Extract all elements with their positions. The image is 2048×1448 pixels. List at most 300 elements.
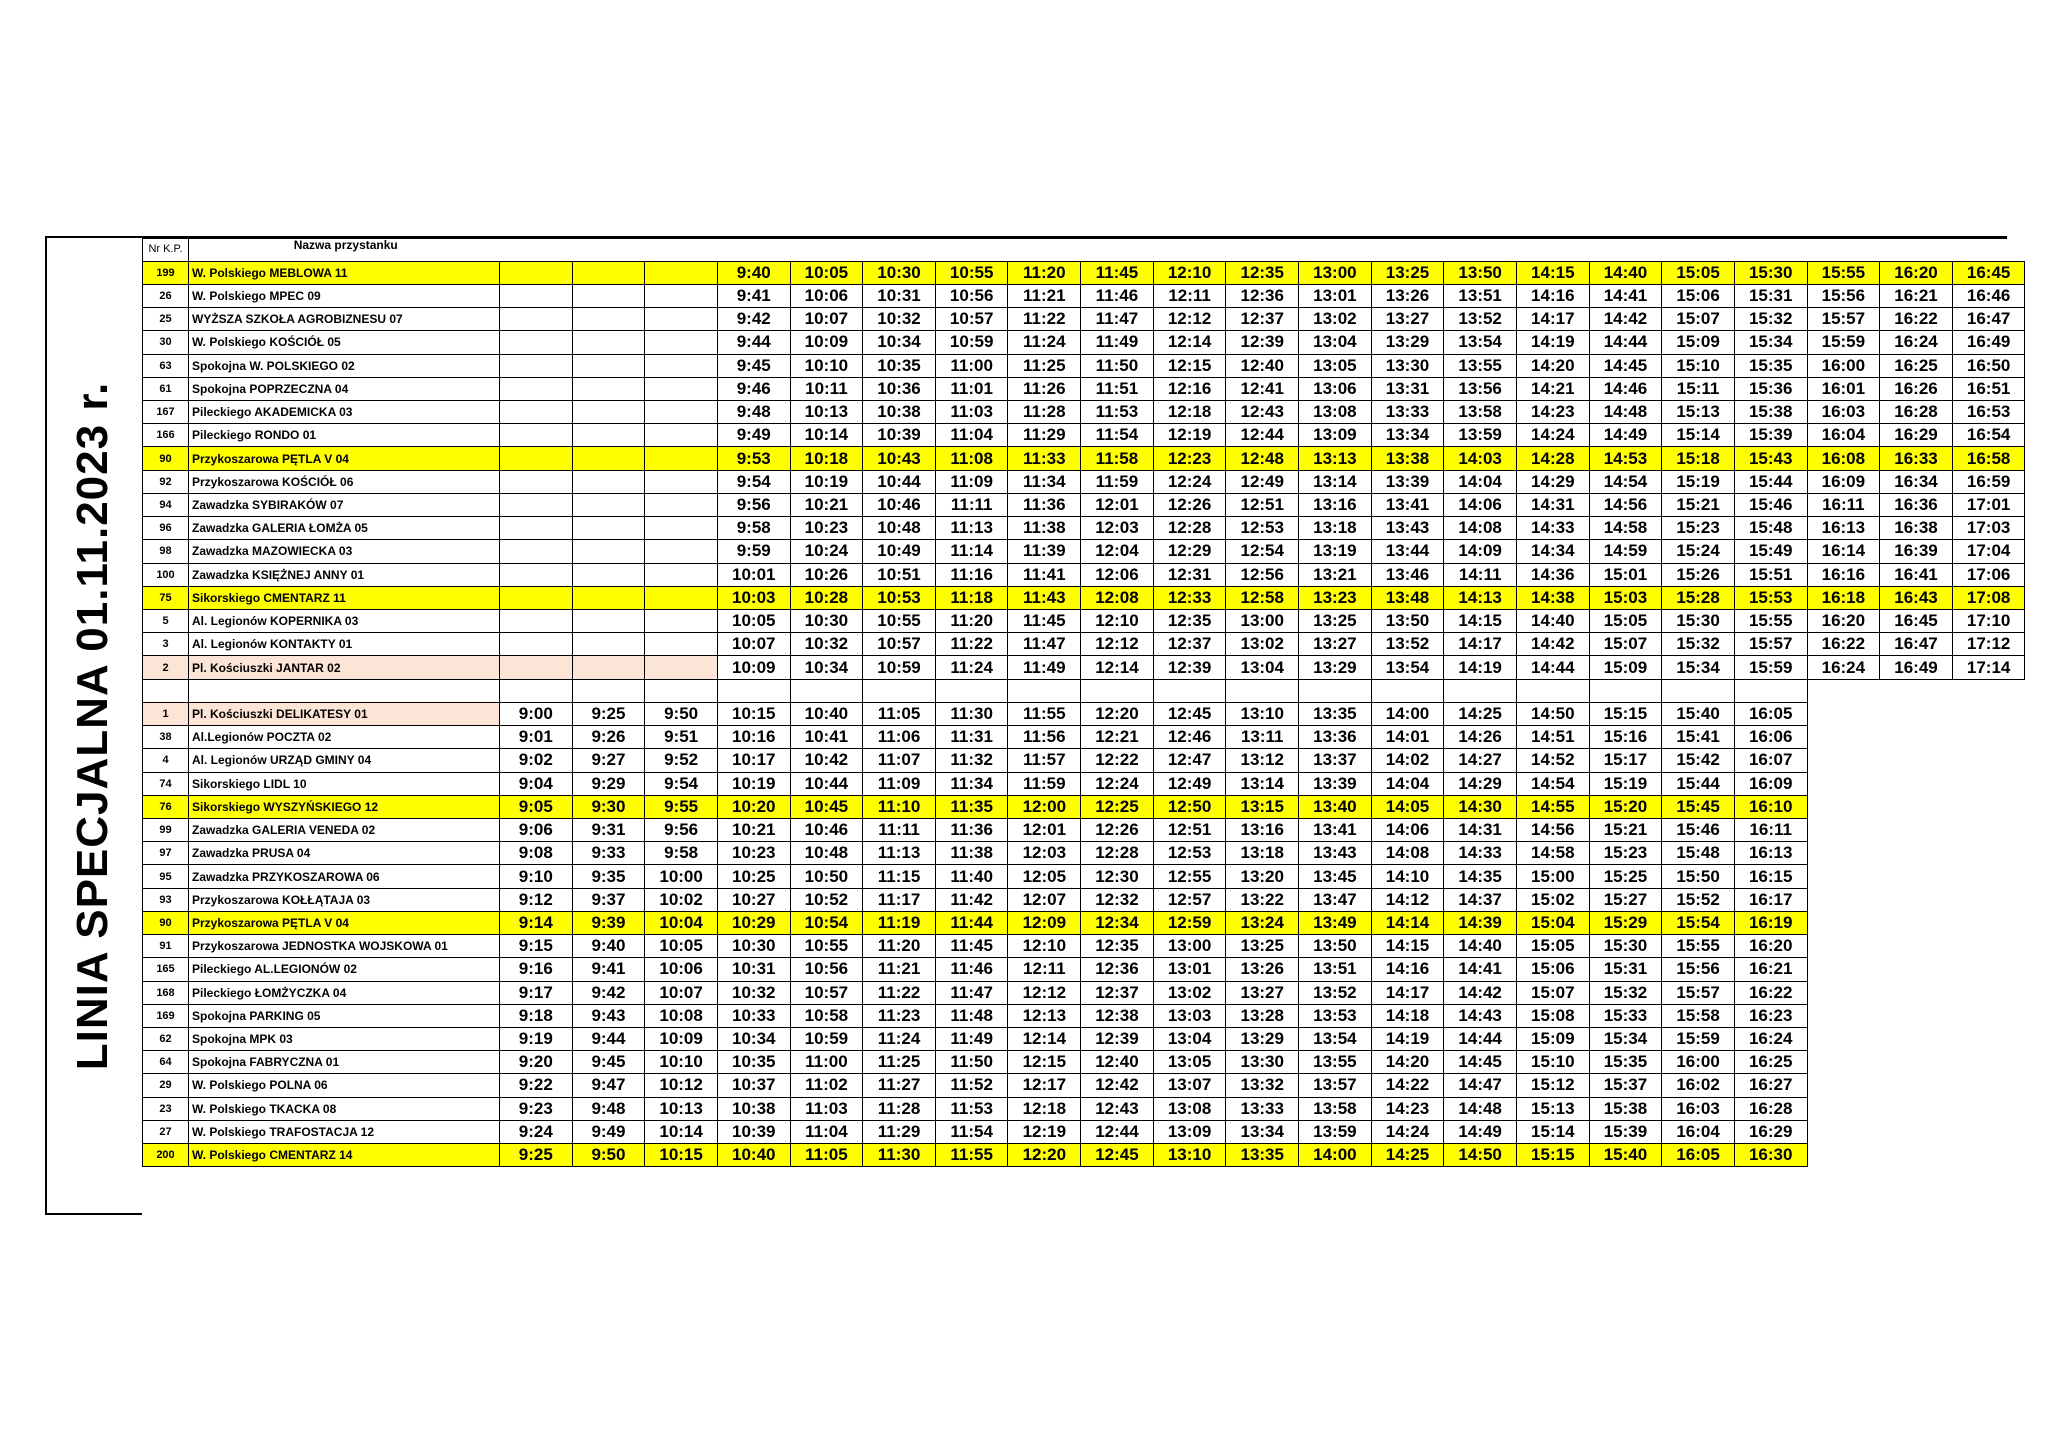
departure-time: 12:57 — [1153, 888, 1226, 911]
empty-cell — [500, 563, 573, 586]
departure-time: 12:28 — [1153, 517, 1226, 540]
stop-name: Zawadzka MAZOWIECKA 03 — [189, 540, 500, 563]
departure-time: 11:46 — [935, 958, 1008, 981]
blank-cell — [1807, 1097, 1880, 1120]
departure-time: 15:30 — [1662, 610, 1735, 633]
departure-time: 10:52 — [790, 888, 863, 911]
empty-cell — [500, 424, 573, 447]
empty-cell — [500, 284, 573, 307]
departure-time: 11:28 — [1008, 401, 1081, 424]
departure-time: 12:00 — [1008, 795, 1081, 818]
departure-time: 11:55 — [935, 1144, 1008, 1167]
departure-time: 14:33 — [1516, 517, 1589, 540]
stop-number: 75 — [143, 586, 189, 609]
departure-time: 14:35 — [1444, 865, 1517, 888]
departure-time: 16:04 — [1807, 424, 1880, 447]
departure-time: 13:58 — [1444, 401, 1517, 424]
header-blank — [1589, 238, 1662, 261]
empty-cell — [645, 610, 718, 633]
departure-time: 15:09 — [1516, 1027, 1589, 1050]
departure-time: 15:55 — [1807, 261, 1880, 284]
departure-time: 12:11 — [1153, 284, 1226, 307]
departure-time: 13:27 — [1226, 981, 1299, 1004]
departure-time: 15:07 — [1662, 308, 1735, 331]
empty-cell — [572, 331, 645, 354]
departure-time: 15:24 — [1662, 540, 1735, 563]
departure-time: 10:24 — [790, 540, 863, 563]
departure-time: 16:09 — [1807, 470, 1880, 493]
stop-number: 76 — [143, 795, 189, 818]
departure-time: 14:21 — [1516, 377, 1589, 400]
departure-time: 16:50 — [1952, 354, 2025, 377]
stop-number: 165 — [143, 958, 189, 981]
departure-time: 14:44 — [1516, 656, 1589, 679]
departure-time: 12:31 — [1153, 563, 1226, 586]
departure-time: 12:45 — [1153, 702, 1226, 725]
departure-time: 13:18 — [1299, 517, 1372, 540]
departure-time: 15:32 — [1589, 981, 1662, 1004]
departure-time: 10:23 — [717, 842, 790, 865]
departure-time: 15:37 — [1589, 1074, 1662, 1097]
departure-time: 13:04 — [1226, 656, 1299, 679]
empty-cell — [572, 354, 645, 377]
departure-time: 11:21 — [863, 958, 936, 981]
departure-time: 13:52 — [1299, 981, 1372, 1004]
header-blank — [1153, 238, 1226, 261]
empty-cell — [500, 633, 573, 656]
departure-time: 9:45 — [717, 354, 790, 377]
departure-time: 15:15 — [1516, 1144, 1589, 1167]
departure-time: 11:24 — [863, 1027, 936, 1050]
departure-time: 14:54 — [1516, 772, 1589, 795]
departure-time: 15:34 — [1589, 1027, 1662, 1050]
departure-time: 13:51 — [1299, 958, 1372, 981]
departure-time: 9:00 — [500, 702, 573, 725]
departure-time: 13:50 — [1371, 610, 1444, 633]
departure-time: 9:08 — [500, 842, 573, 865]
departure-time: 15:51 — [1734, 563, 1807, 586]
departure-time: 16:38 — [1880, 517, 1953, 540]
departure-time: 14:00 — [1299, 1144, 1372, 1167]
departure-time: 15:09 — [1589, 656, 1662, 679]
departure-time: 16:24 — [1807, 656, 1880, 679]
departure-time: 14:56 — [1516, 818, 1589, 841]
blank-cell — [1807, 935, 1880, 958]
blank-cell — [1807, 702, 1880, 725]
departure-time: 12:39 — [1081, 1027, 1154, 1050]
departure-time: 15:14 — [1662, 424, 1735, 447]
table-row — [143, 610, 2025, 633]
departure-time: 14:36 — [1516, 563, 1589, 586]
departure-time: 13:26 — [1371, 284, 1444, 307]
departure-time: 13:39 — [1299, 772, 1372, 795]
empty-cell — [645, 563, 718, 586]
spacer-cell — [1153, 679, 1226, 702]
departure-time: 11:36 — [935, 818, 1008, 841]
departure-time: 11:53 — [935, 1097, 1008, 1120]
departure-time: 13:47 — [1299, 888, 1372, 911]
empty-cell — [645, 284, 718, 307]
table-row — [143, 493, 2025, 516]
stop-number: 23 — [143, 1097, 189, 1120]
departure-time: 10:58 — [790, 1004, 863, 1027]
departure-time: 17:14 — [1952, 656, 2025, 679]
departure-time: 10:30 — [717, 935, 790, 958]
table-row — [143, 1097, 2025, 1120]
departure-time: 13:16 — [1299, 493, 1372, 516]
blank-cell — [1952, 772, 2025, 795]
departure-time: 13:36 — [1299, 726, 1372, 749]
departure-time: 14:30 — [1444, 795, 1517, 818]
departure-time: 15:46 — [1662, 818, 1735, 841]
departure-time: 9:30 — [572, 795, 645, 818]
empty-cell — [645, 517, 718, 540]
departure-time: 16:25 — [1734, 1051, 1807, 1074]
departure-time: 14:03 — [1444, 447, 1517, 470]
stop-name: Al. Legionów KONTAKTY 01 — [189, 633, 500, 656]
departure-time: 16:33 — [1880, 447, 1953, 470]
stop-number: 4 — [143, 749, 189, 772]
table-row — [143, 1051, 2025, 1074]
departure-time: 10:10 — [790, 354, 863, 377]
departure-time: 13:43 — [1371, 517, 1444, 540]
departure-time: 15:19 — [1662, 470, 1735, 493]
departure-time: 13:00 — [1153, 935, 1226, 958]
departure-time: 12:44 — [1226, 424, 1299, 447]
stop-number: 29 — [143, 1074, 189, 1097]
departure-time: 13:54 — [1299, 1027, 1372, 1050]
table-row — [143, 447, 2025, 470]
departure-time: 11:05 — [790, 1144, 863, 1167]
stop-name: Przykoszarowa KOŚCIÓŁ 06 — [189, 470, 500, 493]
departure-time: 9:56 — [717, 493, 790, 516]
departure-time: 16:11 — [1807, 493, 1880, 516]
departure-time: 9:25 — [500, 1144, 573, 1167]
table-row — [143, 749, 2025, 772]
departure-time: 14:45 — [1444, 1051, 1517, 1074]
blank-cell — [1807, 911, 1880, 934]
stop-name: Al. Legionów KOPERNIKA 03 — [189, 610, 500, 633]
departure-time: 14:15 — [1371, 935, 1444, 958]
departure-time: 12:03 — [1081, 517, 1154, 540]
departure-time: 11:29 — [863, 1120, 936, 1143]
departure-time: 13:25 — [1226, 935, 1299, 958]
departure-time: 12:07 — [1008, 888, 1081, 911]
departure-time: 14:25 — [1444, 702, 1517, 725]
departure-time: 12:41 — [1226, 377, 1299, 400]
departure-time: 10:18 — [790, 447, 863, 470]
departure-time: 15:35 — [1734, 354, 1807, 377]
departure-time: 14:46 — [1589, 377, 1662, 400]
departure-time: 11:20 — [935, 610, 1008, 633]
departure-time: 14:33 — [1444, 842, 1517, 865]
stop-name: Spokojna W. POLSKIEGO 02 — [189, 354, 500, 377]
departure-time: 15:20 — [1589, 795, 1662, 818]
blank-cell — [1807, 749, 1880, 772]
departure-time: 10:57 — [863, 633, 936, 656]
empty-cell — [572, 401, 645, 424]
departure-time: 13:55 — [1444, 354, 1517, 377]
departure-time: 10:44 — [863, 470, 936, 493]
departure-time: 13:33 — [1371, 401, 1444, 424]
departure-time: 11:36 — [1008, 493, 1081, 516]
empty-cell — [572, 517, 645, 540]
departure-time: 12:51 — [1153, 818, 1226, 841]
blank-cell — [1880, 842, 1953, 865]
departure-time: 9:45 — [572, 1051, 645, 1074]
departure-time: 11:18 — [935, 586, 1008, 609]
table-row — [143, 586, 2025, 609]
spacer-cell — [1226, 679, 1299, 702]
departure-time: 11:47 — [935, 981, 1008, 1004]
spacer-cell — [790, 679, 863, 702]
departure-time: 9:48 — [572, 1097, 645, 1120]
empty-cell — [500, 517, 573, 540]
departure-time: 11:43 — [1008, 586, 1081, 609]
departure-time: 12:48 — [1226, 447, 1299, 470]
departure-time: 13:44 — [1371, 540, 1444, 563]
departure-time: 13:04 — [1299, 331, 1372, 354]
departure-time: 11:07 — [863, 749, 936, 772]
departure-time: 10:02 — [645, 888, 718, 911]
departure-time: 14:41 — [1589, 284, 1662, 307]
departure-time: 12:21 — [1081, 726, 1154, 749]
departure-time: 14:58 — [1589, 517, 1662, 540]
departure-time: 16:59 — [1952, 470, 2025, 493]
empty-cell — [500, 354, 573, 377]
departure-time: 14:12 — [1371, 888, 1444, 911]
header-blank — [1734, 238, 1807, 261]
empty-cell — [500, 656, 573, 679]
stop-name: Pileckiego AKADEMICKA 03 — [189, 401, 500, 424]
departure-time: 14:50 — [1444, 1144, 1517, 1167]
table-row — [143, 424, 2025, 447]
departure-time: 12:54 — [1226, 540, 1299, 563]
departure-time: 15:57 — [1734, 633, 1807, 656]
departure-time: 12:37 — [1081, 981, 1154, 1004]
departure-time: 12:51 — [1226, 493, 1299, 516]
departure-time: 12:56 — [1226, 563, 1299, 586]
empty-cell — [645, 331, 718, 354]
departure-time: 9:18 — [500, 1004, 573, 1027]
departure-time: 12:45 — [1081, 1144, 1154, 1167]
departure-time: 13:55 — [1299, 1051, 1372, 1074]
departure-time: 12:15 — [1153, 354, 1226, 377]
departure-time: 15:05 — [1516, 935, 1589, 958]
table-row — [143, 818, 2025, 841]
departure-time: 14:59 — [1589, 540, 1662, 563]
stop-name: Pileckiego ŁOMŻYCZKA 04 — [189, 981, 500, 1004]
departure-time: 14:18 — [1371, 1004, 1444, 1027]
departure-time: 10:06 — [790, 284, 863, 307]
departure-time: 10:43 — [863, 447, 936, 470]
departure-time: 14:54 — [1589, 470, 1662, 493]
departure-time: 11:22 — [1008, 308, 1081, 331]
departure-time: 10:54 — [790, 911, 863, 934]
departure-time: 14:51 — [1516, 726, 1589, 749]
departure-time: 12:49 — [1226, 470, 1299, 493]
departure-time: 10:14 — [645, 1120, 718, 1143]
departure-time: 13:08 — [1153, 1097, 1226, 1120]
blank-cell — [1952, 958, 2025, 981]
stop-name: Al. Legionów URZĄD GMINY 04 — [189, 749, 500, 772]
departure-time: 13:09 — [1299, 424, 1372, 447]
departure-time: 11:22 — [935, 633, 1008, 656]
spacer-cell — [1589, 679, 1662, 702]
departure-time: 14:58 — [1516, 842, 1589, 865]
blank-cell — [1807, 1004, 1880, 1027]
departure-time: 13:01 — [1299, 284, 1372, 307]
stop-number: 2 — [143, 656, 189, 679]
departure-time: 15:31 — [1734, 284, 1807, 307]
table-row — [143, 911, 2025, 934]
departure-time: 11:49 — [1008, 656, 1081, 679]
departure-time: 12:53 — [1226, 517, 1299, 540]
departure-time: 14:41 — [1444, 958, 1517, 981]
stop-name: Spokojna FABRYCZNA 01 — [189, 1051, 500, 1074]
departure-time: 13:54 — [1371, 656, 1444, 679]
departure-time: 13:01 — [1153, 958, 1226, 981]
table-row — [143, 401, 2025, 424]
departure-time: 12:10 — [1008, 935, 1081, 958]
departure-time: 16:07 — [1734, 749, 1807, 772]
departure-time: 9:49 — [717, 424, 790, 447]
departure-time: 15:26 — [1662, 563, 1735, 586]
departure-time: 9:17 — [500, 981, 573, 1004]
departure-time: 16:20 — [1807, 610, 1880, 633]
departure-time: 11:38 — [935, 842, 1008, 865]
header-blank — [1880, 238, 1953, 261]
departure-time: 9:42 — [717, 308, 790, 331]
header-blank — [1008, 238, 1081, 261]
departure-time: 9:12 — [500, 888, 573, 911]
departure-time: 14:17 — [1444, 633, 1517, 656]
departure-time: 15:09 — [1662, 331, 1735, 354]
departure-time: 14:42 — [1516, 633, 1589, 656]
departure-time: 14:04 — [1444, 470, 1517, 493]
header-blank — [1371, 238, 1444, 261]
departure-time: 11:02 — [790, 1074, 863, 1097]
departure-time: 15:44 — [1734, 470, 1807, 493]
departure-time: 11:19 — [863, 911, 936, 934]
departure-time: 12:18 — [1008, 1097, 1081, 1120]
departure-time: 10:11 — [790, 377, 863, 400]
departure-time: 16:13 — [1807, 517, 1880, 540]
departure-time: 13:21 — [1299, 563, 1372, 586]
empty-cell — [645, 633, 718, 656]
departure-time: 9:23 — [500, 1097, 573, 1120]
departure-time: 11:05 — [863, 702, 936, 725]
departure-time: 13:02 — [1299, 308, 1372, 331]
departure-time: 10:46 — [790, 818, 863, 841]
departure-time: 15:14 — [1516, 1120, 1589, 1143]
departure-time: 10:35 — [863, 354, 936, 377]
departure-time: 13:02 — [1153, 981, 1226, 1004]
departure-time: 14:19 — [1371, 1027, 1444, 1050]
stop-number: 63 — [143, 354, 189, 377]
departure-time: 16:10 — [1734, 795, 1807, 818]
departure-time: 13:05 — [1153, 1051, 1226, 1074]
departure-time: 17:01 — [1952, 493, 2025, 516]
departure-time: 9:50 — [572, 1144, 645, 1167]
departure-time: 13:29 — [1226, 1027, 1299, 1050]
departure-time: 10:32 — [863, 308, 936, 331]
departure-time: 10:12 — [645, 1074, 718, 1097]
departure-time: 10:42 — [790, 749, 863, 772]
stop-name: Pl. Kościuszki JANTAR 02 — [189, 656, 500, 679]
departure-time: 9:27 — [572, 749, 645, 772]
empty-cell — [500, 331, 573, 354]
departure-time: 9:50 — [645, 702, 718, 725]
blank-cell — [1807, 795, 1880, 818]
departure-time: 15:17 — [1589, 749, 1662, 772]
departure-time: 12:58 — [1226, 586, 1299, 609]
table-row — [143, 958, 2025, 981]
departure-time: 13:25 — [1299, 610, 1372, 633]
departure-time: 13:28 — [1226, 1004, 1299, 1027]
departure-time: 12:35 — [1081, 935, 1154, 958]
departure-time: 11:09 — [935, 470, 1008, 493]
table-row — [143, 795, 2025, 818]
departure-time: 12:16 — [1153, 377, 1226, 400]
departure-time: 13:38 — [1371, 447, 1444, 470]
stop-name: WYŻSZA SZKOŁA AGROBIZNESU 07 — [189, 308, 500, 331]
departure-time: 13:31 — [1371, 377, 1444, 400]
stop-number: 100 — [143, 563, 189, 586]
departure-time: 10:06 — [645, 958, 718, 981]
empty-cell — [500, 261, 573, 284]
departure-time: 13:34 — [1226, 1120, 1299, 1143]
departure-time: 13:05 — [1299, 354, 1372, 377]
departure-time: 15:53 — [1734, 586, 1807, 609]
header-blank — [1081, 238, 1154, 261]
departure-time: 9:10 — [500, 865, 573, 888]
departure-time: 14:25 — [1371, 1144, 1444, 1167]
departure-time: 12:19 — [1153, 424, 1226, 447]
departure-time: 14:29 — [1516, 470, 1589, 493]
departure-time: 13:02 — [1226, 633, 1299, 656]
departure-time: 11:45 — [1081, 261, 1154, 284]
blank-cell — [1952, 1097, 2025, 1120]
header-blank — [1516, 238, 1589, 261]
departure-time: 10:31 — [717, 958, 790, 981]
spacer-cell — [1008, 679, 1081, 702]
header-blank — [790, 238, 863, 261]
departure-time: 14:05 — [1371, 795, 1444, 818]
departure-time: 13:15 — [1226, 795, 1299, 818]
departure-time: 15:41 — [1662, 726, 1735, 749]
departure-time: 12:32 — [1081, 888, 1154, 911]
departure-time: 10:23 — [790, 517, 863, 540]
departure-time: 10:07 — [645, 981, 718, 1004]
departure-time: 15:56 — [1662, 958, 1735, 981]
departure-time: 15:49 — [1734, 540, 1807, 563]
departure-time: 10:49 — [863, 540, 936, 563]
departure-time: 10:53 — [863, 586, 936, 609]
departure-time: 10:05 — [790, 261, 863, 284]
departure-time: 11:30 — [863, 1144, 936, 1167]
departure-time: 9:54 — [645, 772, 718, 795]
departure-time: 12:24 — [1081, 772, 1154, 795]
departure-time: 14:06 — [1371, 818, 1444, 841]
departure-time: 10:19 — [790, 470, 863, 493]
stop-name: Zawadzka PRZYKOSZAROWA 06 — [189, 865, 500, 888]
departure-time: 16:53 — [1952, 401, 2025, 424]
section-spacer — [143, 679, 2025, 702]
departure-time: 13:04 — [1153, 1027, 1226, 1050]
departure-time: 10:55 — [863, 610, 936, 633]
departure-time: 10:56 — [935, 284, 1008, 307]
